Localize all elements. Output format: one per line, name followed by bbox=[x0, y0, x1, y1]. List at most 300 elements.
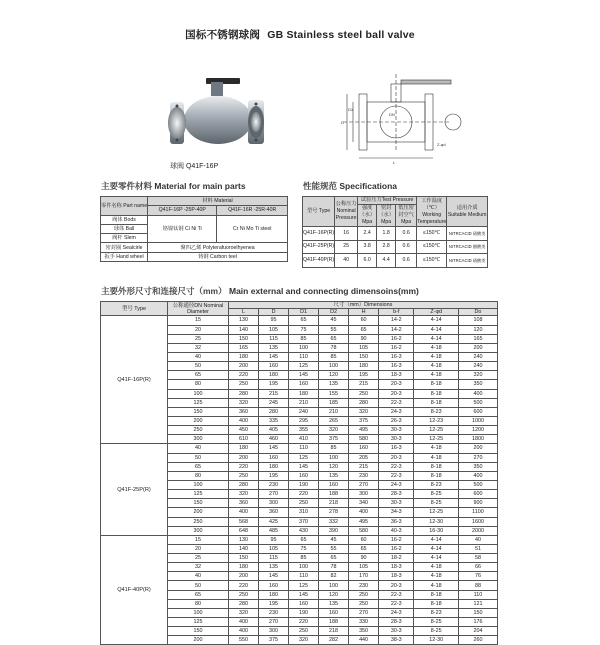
dim-cell: 120 bbox=[458, 325, 497, 334]
dim-cell: 240 bbox=[289, 407, 319, 416]
dim-cell: 170 bbox=[349, 572, 379, 581]
dim-cell: 100 bbox=[289, 563, 319, 572]
dim-cell: 280 bbox=[349, 398, 379, 407]
type-cell: Q41F-16P(R) bbox=[101, 316, 168, 444]
dim-cell: 180 bbox=[259, 462, 289, 471]
dim-cell: 160 bbox=[259, 362, 289, 371]
dim-cell: 85 bbox=[289, 334, 319, 343]
dn-cell: 100 bbox=[168, 389, 229, 398]
dim-cell: 580 bbox=[349, 526, 379, 535]
dim-cell: 190 bbox=[289, 480, 319, 489]
col-test: 试验压力Test Pressure bbox=[358, 197, 417, 205]
spec-cell-medium: NITRCACID 硝酸类 bbox=[447, 254, 488, 268]
dim-cell: 20-3 bbox=[379, 389, 414, 398]
dim-cell: 65 bbox=[349, 325, 379, 334]
dim-cell: 160 bbox=[259, 453, 289, 462]
col-16r: Q41F-16R -25R-40R bbox=[217, 206, 288, 215]
dim-cell: 8-25 bbox=[414, 490, 458, 499]
dim-cell: 165 bbox=[458, 334, 497, 343]
dn-cell: 125 bbox=[168, 618, 229, 627]
dim-cell: 1200 bbox=[458, 426, 497, 435]
dim-cell: 188 bbox=[319, 490, 349, 499]
dim-cell: 180 bbox=[229, 563, 259, 572]
dim-cell: 14-2 bbox=[379, 325, 414, 334]
dim-cell: 30-3 bbox=[379, 499, 414, 508]
dim-cell: 332 bbox=[319, 517, 349, 526]
spec-cell-shell: 3.8 bbox=[358, 240, 377, 254]
spec-cell-temp: ≤150℃ bbox=[417, 227, 447, 241]
dim-label-d1: D1 bbox=[348, 107, 354, 112]
spec-cell-shell: 2.4 bbox=[358, 227, 377, 241]
dim-cell: 280 bbox=[229, 480, 259, 489]
dim-cell: 26-3 bbox=[379, 416, 414, 425]
dn-cell: 150 bbox=[168, 627, 229, 636]
dim-cell: 204 bbox=[458, 627, 497, 636]
col-part: 零件名称 Part name bbox=[101, 197, 148, 216]
dim-cell: 176 bbox=[458, 618, 497, 627]
dim-cell: 220 bbox=[289, 490, 319, 499]
dim-cell: 270 bbox=[349, 480, 379, 489]
dim-cell: 12-30 bbox=[414, 517, 458, 526]
dim-cell: 115 bbox=[259, 554, 289, 563]
dn-cell: 40 bbox=[168, 444, 229, 453]
dim-cell: 400 bbox=[229, 618, 259, 627]
dn-cell: 80 bbox=[168, 599, 229, 608]
dim-cell: 600 bbox=[458, 490, 497, 499]
dim-cell: 38-3 bbox=[379, 636, 414, 645]
dim-cell: 18-3 bbox=[379, 572, 414, 581]
dim-cell: 320 bbox=[289, 636, 319, 645]
dim-cell: 40-3 bbox=[379, 526, 414, 535]
dim-cell: 270 bbox=[458, 453, 497, 462]
dim-cell: 105 bbox=[259, 544, 289, 553]
dim-cell: 150 bbox=[229, 334, 259, 343]
dim-cell: 370 bbox=[289, 517, 319, 526]
dim-cell: 500 bbox=[458, 480, 497, 489]
dim-cell: 648 bbox=[229, 526, 259, 535]
dim-cell: 4-14 bbox=[414, 544, 458, 553]
col-do: Do bbox=[458, 309, 497, 316]
col-d: D bbox=[259, 309, 289, 316]
dim-cell: 220 bbox=[229, 581, 259, 590]
dn-cell: 40 bbox=[168, 572, 229, 581]
dn-cell: 80 bbox=[168, 380, 229, 389]
dim-cell: 65 bbox=[319, 554, 349, 563]
dim-cell: 22-3 bbox=[379, 590, 414, 599]
col-shell: 强度（水）Mpa bbox=[359, 205, 375, 225]
dim-cell: 400 bbox=[458, 389, 497, 398]
dn-cell: 15 bbox=[168, 316, 229, 325]
part-name-cell: 阀体 Bods bbox=[101, 215, 148, 224]
dim-cell: 18-3 bbox=[379, 371, 414, 380]
dim-cell: 250 bbox=[229, 590, 259, 599]
dim-cell: 90 bbox=[349, 554, 379, 563]
dn-cell: 125 bbox=[168, 398, 229, 407]
dim-cell: 280 bbox=[229, 389, 259, 398]
dim-cell: 45 bbox=[319, 316, 349, 325]
col-h: H bbox=[349, 309, 379, 316]
dim-cell: 4-18 bbox=[414, 444, 458, 453]
dim-cell: 485 bbox=[259, 526, 289, 535]
dim-cell: 8-25 bbox=[414, 627, 458, 636]
dim-cell: 40 bbox=[458, 535, 497, 544]
material-cell-16r: Cr Ni Mo Ti steel bbox=[217, 215, 288, 243]
col-seal: 密封（水）Mpa bbox=[378, 205, 394, 225]
dn-cell: 40 bbox=[168, 352, 229, 361]
dim-cell: 100 bbox=[319, 581, 349, 590]
col-16p: Q41F-16P -25P-40P bbox=[148, 206, 217, 215]
spec-cell-gas: 0.6 bbox=[396, 254, 417, 268]
dim-cell: 55 bbox=[319, 544, 349, 553]
dim-cell: 200 bbox=[229, 362, 259, 371]
dim-cell: 260 bbox=[458, 636, 497, 645]
dn-cell: 300 bbox=[168, 435, 229, 444]
dim-cell: 240 bbox=[458, 352, 497, 361]
dim-cell: 250 bbox=[229, 471, 259, 480]
dim-cell: 215 bbox=[259, 389, 289, 398]
dim-cell: 30-3 bbox=[379, 435, 414, 444]
dim-cell: 76 bbox=[458, 572, 497, 581]
dims-heading: 主要外形尺寸和连接尺寸（mm） Main external and connecting dimensoins(mm) bbox=[101, 286, 419, 296]
dim-cell: 4-18 bbox=[414, 581, 458, 590]
dim-cell: 265 bbox=[319, 416, 349, 425]
dim-cell: 16-2 bbox=[379, 343, 414, 352]
dim-cell: 300 bbox=[259, 627, 289, 636]
dim-cell: 14-2 bbox=[379, 316, 414, 325]
dim-cell: 8-18 bbox=[414, 398, 458, 407]
dim-cell: 100 bbox=[319, 453, 349, 462]
dim-cell: 34-3 bbox=[379, 508, 414, 517]
dim-cell: 20-3 bbox=[379, 380, 414, 389]
dim-cell: 335 bbox=[259, 416, 289, 425]
table-header-row bbox=[101, 197, 288, 206]
dim-cell: 220 bbox=[229, 371, 259, 380]
dim-cell: 130 bbox=[229, 535, 259, 544]
col-bf: b-f bbox=[379, 309, 414, 316]
dim-cell: 215 bbox=[349, 380, 379, 389]
dim-cell: 51 bbox=[458, 544, 497, 553]
dn-cell: 150 bbox=[168, 499, 229, 508]
dim-cell: 320 bbox=[349, 407, 379, 416]
dim-cell: 8-18 bbox=[414, 389, 458, 398]
dim-cell: 1800 bbox=[458, 435, 497, 444]
dim-cell: 16-3 bbox=[379, 362, 414, 371]
dim-cell: 340 bbox=[349, 499, 379, 508]
dim-cell: 12-23 bbox=[414, 416, 458, 425]
spec-cell-seal: 2.8 bbox=[377, 240, 396, 254]
spec-cell-gas: 0.6 bbox=[396, 227, 417, 241]
title-en: GB Stainless steel ball valve bbox=[267, 29, 415, 41]
type-cell: Q41F-25P(R) bbox=[101, 444, 168, 535]
dn-cell: 32 bbox=[168, 563, 229, 572]
dim-cell: 160 bbox=[289, 380, 319, 389]
dim-cell: 12-25 bbox=[414, 426, 458, 435]
dim-cell: 135 bbox=[259, 343, 289, 352]
dim-cell: 180 bbox=[229, 444, 259, 453]
valve-drawing bbox=[333, 66, 468, 166]
dim-cell: 300 bbox=[349, 490, 379, 499]
dim-cell: 8-18 bbox=[414, 471, 458, 480]
dim-cell: 145 bbox=[289, 590, 319, 599]
dim-label-d: D bbox=[341, 120, 344, 125]
col-dn: 公称通径DN Nominal Diameter bbox=[168, 302, 229, 316]
dim-cell: 24-3 bbox=[379, 407, 414, 416]
col-zd: Z-φd bbox=[414, 309, 458, 316]
dim-cell: 390 bbox=[319, 526, 349, 535]
spec-cell-seal: 1.8 bbox=[377, 227, 396, 241]
dim-cell: 330 bbox=[349, 618, 379, 627]
dim-cell: 320 bbox=[229, 490, 259, 499]
dim-cell: 350 bbox=[349, 627, 379, 636]
dim-cell: 16-2 bbox=[379, 544, 414, 553]
type-cell: Q41F-40P(R) bbox=[101, 535, 168, 645]
dim-cell: 440 bbox=[349, 636, 379, 645]
col-type: 型号 Type bbox=[101, 302, 168, 316]
dim-cell: 280 bbox=[229, 599, 259, 608]
dn-cell: 65 bbox=[168, 590, 229, 599]
dim-cell: 4-18 bbox=[414, 453, 458, 462]
dim-cell: 90 bbox=[349, 334, 379, 343]
dim-cell: 195 bbox=[259, 599, 289, 608]
dim-cell: 8-25 bbox=[414, 618, 458, 627]
dim-cell: 120 bbox=[319, 462, 349, 471]
dim-cell: 82 bbox=[319, 572, 349, 581]
dim-cell: 375 bbox=[259, 636, 289, 645]
dim-cell: 105 bbox=[259, 325, 289, 334]
dim-cell: 4-14 bbox=[414, 535, 458, 544]
dim-cell: 245 bbox=[259, 398, 289, 407]
col-medium: 适用介质 Suitable Medium bbox=[447, 197, 488, 227]
dim-cell: 95 bbox=[259, 535, 289, 544]
dim-cell: 375 bbox=[319, 435, 349, 444]
dim-cell: 8-25 bbox=[414, 499, 458, 508]
dim-cell: 145 bbox=[259, 352, 289, 361]
dim-cell: 2000 bbox=[458, 526, 497, 535]
dim-cell: 18-2 bbox=[379, 554, 414, 563]
dim-cell: 36-3 bbox=[379, 517, 414, 526]
material-cell: 铸钢 Carbon teel bbox=[148, 252, 288, 261]
materials-table bbox=[100, 196, 288, 262]
col-gas: 低压密封空气 Mpa bbox=[396, 205, 417, 227]
dim-cell: 195 bbox=[349, 371, 379, 380]
dim-cell: 4-18 bbox=[414, 371, 458, 380]
dn-cell: 250 bbox=[168, 426, 229, 435]
dim-cell: 8-18 bbox=[414, 590, 458, 599]
dim-cell: 180 bbox=[229, 352, 259, 361]
dim-cell: 145 bbox=[259, 444, 289, 453]
dim-cell: 460 bbox=[259, 435, 289, 444]
part-name-cell: 密封圈 Sealcirle bbox=[101, 243, 148, 252]
dim-cell: 22-3 bbox=[379, 398, 414, 407]
dim-cell: 115 bbox=[259, 334, 289, 343]
dim-cell: 240 bbox=[458, 362, 497, 371]
spec-cell-medium: NITRCACID 硝酸类 bbox=[447, 227, 488, 241]
dn-cell: 200 bbox=[168, 416, 229, 425]
dim-cell: 60 bbox=[349, 535, 379, 544]
dim-cell: 270 bbox=[259, 618, 289, 627]
dim-cell: 110 bbox=[289, 444, 319, 453]
dim-cell: 300 bbox=[259, 499, 289, 508]
page-title bbox=[0, 27, 600, 42]
dim-cell: 150 bbox=[229, 554, 259, 563]
dim-cell: 4-18 bbox=[414, 563, 458, 572]
dim-cell: 430 bbox=[289, 526, 319, 535]
dn-cell: 50 bbox=[168, 453, 229, 462]
dim-cell: 100 bbox=[319, 362, 349, 371]
dim-cell: 8-18 bbox=[414, 462, 458, 471]
spec-table bbox=[302, 196, 488, 268]
dim-cell: 310 bbox=[289, 508, 319, 517]
dim-label-dn: DN bbox=[389, 112, 395, 117]
dim-cell: 425 bbox=[259, 517, 289, 526]
dim-cell: 568 bbox=[229, 517, 259, 526]
dim-cell: 4-18 bbox=[414, 343, 458, 352]
dim-cell: 280 bbox=[259, 407, 289, 416]
dim-cell: 16-3 bbox=[379, 444, 414, 453]
dim-cell: 78 bbox=[319, 563, 349, 572]
dn-cell: 200 bbox=[168, 508, 229, 517]
dim-cell: 78 bbox=[319, 343, 349, 352]
dim-cell: 66 bbox=[458, 563, 497, 572]
spec-cell-seal: 4.4 bbox=[377, 254, 396, 268]
dim-label-z: Z-φd bbox=[437, 142, 446, 147]
dim-cell: 28-3 bbox=[379, 490, 414, 499]
dn-cell: 125 bbox=[168, 490, 229, 499]
dim-cell: 410 bbox=[289, 435, 319, 444]
dim-cell: 230 bbox=[349, 471, 379, 480]
dim-cell: 270 bbox=[259, 490, 289, 499]
dim-cell: 24-3 bbox=[379, 480, 414, 489]
col-d2: D2 bbox=[319, 309, 349, 316]
dim-cell: 18-3 bbox=[379, 563, 414, 572]
dim-cell: 320 bbox=[458, 371, 497, 380]
dn-cell: 50 bbox=[168, 362, 229, 371]
dim-cell: 1100 bbox=[458, 508, 497, 517]
dim-cell: 45 bbox=[319, 535, 349, 544]
ball-valve-photo bbox=[158, 72, 276, 154]
dim-cell: 495 bbox=[349, 517, 379, 526]
dim-cell: 160 bbox=[289, 599, 319, 608]
dim-cell: 16-2 bbox=[379, 535, 414, 544]
dim-cell: 495 bbox=[349, 426, 379, 435]
dim-cell: 400 bbox=[229, 416, 259, 425]
dim-cell: 210 bbox=[319, 407, 349, 416]
dim-cell: 278 bbox=[319, 508, 349, 517]
dim-cell: 1000 bbox=[458, 416, 497, 425]
spec-cell-shell: 6.0 bbox=[358, 254, 377, 268]
dim-cell: 12-25 bbox=[414, 508, 458, 517]
dim-cell: 8-18 bbox=[414, 380, 458, 389]
spec-cell-medium: NITRCACID 醋酸类 bbox=[447, 240, 488, 254]
dim-cell: 160 bbox=[259, 581, 289, 590]
dim-cell: 180 bbox=[259, 590, 289, 599]
dim-cell: 600 bbox=[458, 407, 497, 416]
spec-cell-pn: 25 bbox=[335, 240, 358, 254]
dim-cell: 205 bbox=[349, 453, 379, 462]
dim-cell: 75 bbox=[289, 544, 319, 553]
dim-cell: 4-14 bbox=[414, 325, 458, 334]
dim-cell: 110 bbox=[289, 572, 319, 581]
dim-cell: 20-3 bbox=[379, 453, 414, 462]
dim-cell: 400 bbox=[229, 508, 259, 517]
dim-cell: 4-14 bbox=[414, 316, 458, 325]
spec-cell-type: Q41F-40P(R) bbox=[303, 254, 335, 268]
table-row bbox=[303, 254, 488, 268]
dim-cell: 85 bbox=[289, 554, 319, 563]
dim-cell: 121 bbox=[458, 599, 497, 608]
dim-cell: 360 bbox=[259, 508, 289, 517]
dim-cell: 165 bbox=[229, 343, 259, 352]
dim-cell: 160 bbox=[319, 480, 349, 489]
dim-cell: 4-18 bbox=[414, 352, 458, 361]
spec-cell-pn: 40 bbox=[335, 254, 358, 268]
table-row bbox=[101, 243, 288, 252]
table-row bbox=[303, 227, 488, 241]
dim-cell: 155 bbox=[319, 389, 349, 398]
dim-cell: 282 bbox=[319, 636, 349, 645]
dn-cell: 80 bbox=[168, 471, 229, 480]
table-header-row bbox=[303, 197, 488, 205]
dim-cell: 8-23 bbox=[414, 480, 458, 489]
dim-cell: 145 bbox=[289, 371, 319, 380]
dim-cell: 22-3 bbox=[379, 599, 414, 608]
dim-cell: 85 bbox=[319, 352, 349, 361]
dim-cell: 8-23 bbox=[414, 407, 458, 416]
dim-cell: 60 bbox=[349, 316, 379, 325]
dn-cell: 20 bbox=[168, 544, 229, 553]
dim-cell: 105 bbox=[349, 343, 379, 352]
dim-cell: 145 bbox=[259, 572, 289, 581]
dim-cell: 135 bbox=[319, 380, 349, 389]
dim-cell: 160 bbox=[289, 471, 319, 480]
part-name-cell: 扳手 Hand wheel bbox=[101, 252, 148, 261]
dim-cell: 120 bbox=[319, 371, 349, 380]
dim-cell: 140 bbox=[229, 325, 259, 334]
dn-cell: 200 bbox=[168, 636, 229, 645]
dim-cell: 190 bbox=[289, 608, 319, 617]
dimensions-table bbox=[100, 301, 498, 645]
dim-cell: 4-14 bbox=[414, 334, 458, 343]
col-pn: 公称压力 Nominal Pressure bbox=[335, 197, 358, 227]
title-cn: 国标不锈钢球阀 bbox=[185, 29, 261, 41]
dim-cell: 12-25 bbox=[414, 435, 458, 444]
part-name-cell: 球体 Ball bbox=[101, 224, 148, 233]
dn-cell: 300 bbox=[168, 526, 229, 535]
dim-cell: 125 bbox=[289, 362, 319, 371]
spec-cell-type: Q41F-25P(R) bbox=[303, 240, 335, 254]
dn-cell: 25 bbox=[168, 334, 229, 343]
dim-cell: 220 bbox=[289, 618, 319, 627]
dim-cell: 230 bbox=[259, 608, 289, 617]
dn-cell: 32 bbox=[168, 343, 229, 352]
dim-cell: 270 bbox=[349, 608, 379, 617]
col-type: 型号 Type bbox=[303, 197, 335, 227]
dim-cell: 400 bbox=[229, 627, 259, 636]
dim-cell: 125 bbox=[289, 581, 319, 590]
spec-cell-pn: 16 bbox=[335, 227, 358, 241]
dim-cell: 30-3 bbox=[379, 426, 414, 435]
dim-cell: 65 bbox=[349, 544, 379, 553]
dim-cell: 375 bbox=[349, 416, 379, 425]
table-row bbox=[101, 535, 498, 544]
dim-cell: 220 bbox=[229, 462, 259, 471]
dim-cell: 24-3 bbox=[379, 608, 414, 617]
dim-cell: 250 bbox=[349, 599, 379, 608]
dim-cell: 360 bbox=[229, 499, 259, 508]
dim-cell: 150 bbox=[349, 352, 379, 361]
dim-cell: 180 bbox=[289, 389, 319, 398]
spec-cell-temp: ≤150℃ bbox=[417, 240, 447, 254]
